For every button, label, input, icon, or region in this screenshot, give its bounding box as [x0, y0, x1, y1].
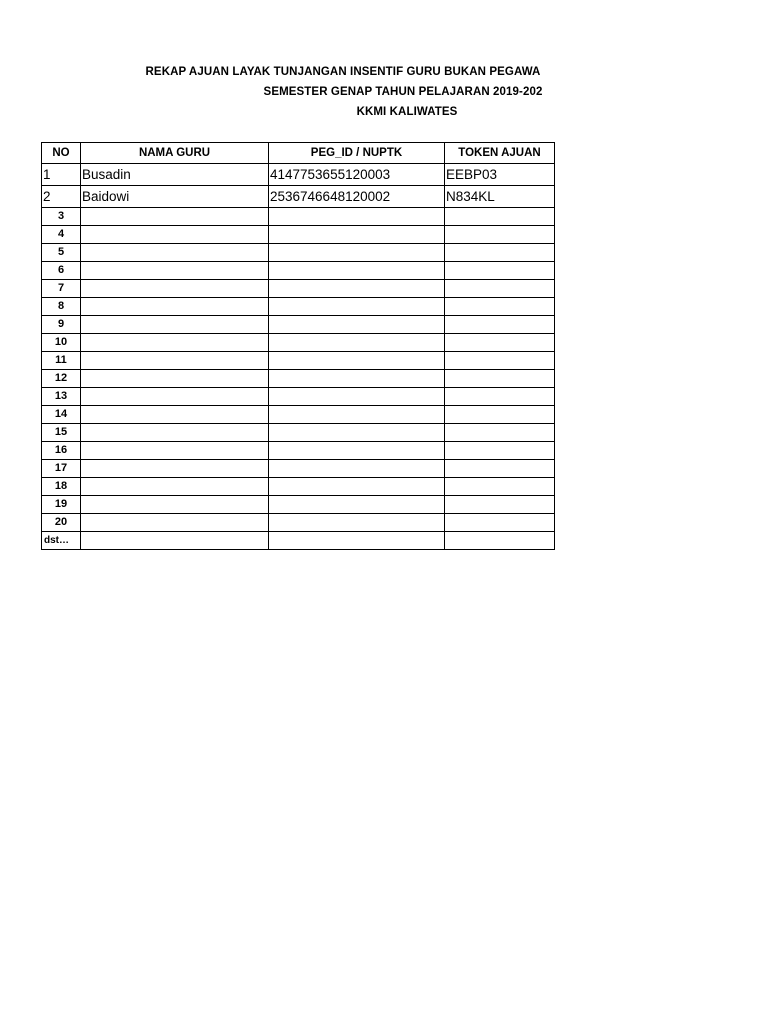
cell-peg-id: 2536746648120002: [269, 186, 445, 208]
cell-token-ajuan: [445, 262, 555, 280]
cell-peg-id: [269, 424, 445, 442]
cell-token-ajuan: [445, 442, 555, 460]
table-row: [42, 208, 555, 226]
cell-nama-guru: [81, 514, 269, 532]
table-row: [42, 280, 555, 298]
title-line-1: REKAP AJUAN LAYAK TUNJANGAN INSENTIF GURU BUKAN PEGAWA: [145, 66, 541, 78]
cell-no: 1: [42, 164, 81, 186]
header-no: NO: [42, 143, 81, 164]
cell-nama-guru: [81, 406, 269, 424]
cell-peg-id: [269, 316, 445, 334]
cell-token-ajuan: [445, 496, 555, 514]
cell-peg-id: [269, 442, 445, 460]
table-row: [42, 532, 555, 550]
cell-peg-id: 4147753655120003: [269, 164, 445, 186]
cell-no: 8: [42, 298, 81, 316]
cell-peg-id: [269, 514, 445, 532]
cell-no: 2: [42, 186, 81, 208]
cell-token-ajuan: [445, 424, 555, 442]
cell-no: 15: [42, 424, 81, 442]
table-row: [42, 514, 555, 532]
table-row: [42, 186, 555, 208]
cell-nama-guru: [81, 442, 269, 460]
document-title-block: [0, 0, 556, 130]
table-row: [42, 424, 555, 442]
table-row: [42, 352, 555, 370]
cell-nama-guru: [81, 280, 269, 298]
cell-peg-id: [269, 532, 445, 550]
cell-peg-id: [269, 226, 445, 244]
cell-peg-id: [269, 244, 445, 262]
table-row: [42, 244, 555, 262]
header-token-ajuan: TOKEN AJUAN: [445, 143, 555, 164]
cell-no: 12: [42, 370, 81, 388]
cell-nama-guru: [81, 244, 269, 262]
cell-nama-guru: [81, 388, 269, 406]
cell-token-ajuan: [445, 280, 555, 298]
cell-nama-guru: [81, 370, 269, 388]
header-peg-id-nuptk: PEG_ID / NUPTK: [269, 143, 445, 164]
cell-token-ajuan: N834KL: [445, 186, 555, 208]
table-row: [42, 262, 555, 280]
cell-peg-id: [269, 370, 445, 388]
cell-nama-guru: [81, 496, 269, 514]
cell-nama-guru: [81, 478, 269, 496]
cell-token-ajuan: [445, 406, 555, 424]
title-line-3: KKMI KALIWATES: [356, 106, 458, 118]
table-row: [42, 460, 555, 478]
table-row: [42, 496, 555, 514]
cell-nama-guru: [81, 316, 269, 334]
cell-nama-guru: [81, 262, 269, 280]
cell-no: 11: [42, 352, 81, 370]
table-row: [42, 298, 555, 316]
cell-nama-guru: [81, 424, 269, 442]
cell-nama-guru: Baidowi: [81, 186, 269, 208]
table-header-row: [42, 143, 555, 164]
cell-peg-id: [269, 208, 445, 226]
table-row: [42, 164, 555, 186]
cell-no: 3: [42, 208, 81, 226]
table-row: [42, 388, 555, 406]
table-body: [42, 164, 555, 550]
cell-token-ajuan: [445, 370, 555, 388]
title-line-2: SEMESTER GENAP TAHUN PELAJARAN 2019-202: [263, 86, 543, 98]
cell-token-ajuan: [445, 388, 555, 406]
cell-token-ajuan: [445, 514, 555, 532]
cell-nama-guru: [81, 226, 269, 244]
table-row: [42, 316, 555, 334]
cell-no: 4: [42, 226, 81, 244]
cell-token-ajuan: [445, 334, 555, 352]
table-row: [42, 226, 555, 244]
cell-no: dst…: [42, 532, 81, 550]
cell-nama-guru: [81, 460, 269, 478]
recap-table: [41, 142, 555, 550]
cell-token-ajuan: [445, 244, 555, 262]
cell-no: 14: [42, 406, 81, 424]
cell-token-ajuan: [445, 316, 555, 334]
cell-peg-id: [269, 460, 445, 478]
cell-no: 16: [42, 442, 81, 460]
cell-nama-guru: [81, 532, 269, 550]
cell-nama-guru: [81, 208, 269, 226]
cell-no: 20: [42, 514, 81, 532]
cell-no: 7: [42, 280, 81, 298]
cell-token-ajuan: [445, 226, 555, 244]
cell-token-ajuan: [445, 478, 555, 496]
cell-nama-guru: [81, 352, 269, 370]
cell-no: 13: [42, 388, 81, 406]
cell-peg-id: [269, 262, 445, 280]
cell-peg-id: [269, 496, 445, 514]
cell-token-ajuan: [445, 352, 555, 370]
cell-peg-id: [269, 478, 445, 496]
cell-peg-id: [269, 352, 445, 370]
cell-nama-guru: [81, 298, 269, 316]
cell-peg-id: [269, 406, 445, 424]
cell-no: 6: [42, 262, 81, 280]
cell-token-ajuan: [445, 460, 555, 478]
cell-no: 10: [42, 334, 81, 352]
cell-no: 18: [42, 478, 81, 496]
cell-peg-id: [269, 298, 445, 316]
table-row: [42, 478, 555, 496]
cell-token-ajuan: [445, 298, 555, 316]
cell-peg-id: [269, 280, 445, 298]
header-nama-guru: NAMA GURU: [81, 143, 269, 164]
cell-no: 17: [42, 460, 81, 478]
cell-nama-guru: Busadin: [81, 164, 269, 186]
table-row: [42, 370, 555, 388]
cell-token-ajuan: EEBP03: [445, 164, 555, 186]
table-row: [42, 406, 555, 424]
cell-no: 19: [42, 496, 81, 514]
cell-no: 9: [42, 316, 81, 334]
cell-token-ajuan: [445, 208, 555, 226]
cell-token-ajuan: [445, 532, 555, 550]
cell-nama-guru: [81, 334, 269, 352]
cell-peg-id: [269, 388, 445, 406]
table-row: [42, 442, 555, 460]
table-row: [42, 334, 555, 352]
cell-peg-id: [269, 334, 445, 352]
cell-no: 5: [42, 244, 81, 262]
